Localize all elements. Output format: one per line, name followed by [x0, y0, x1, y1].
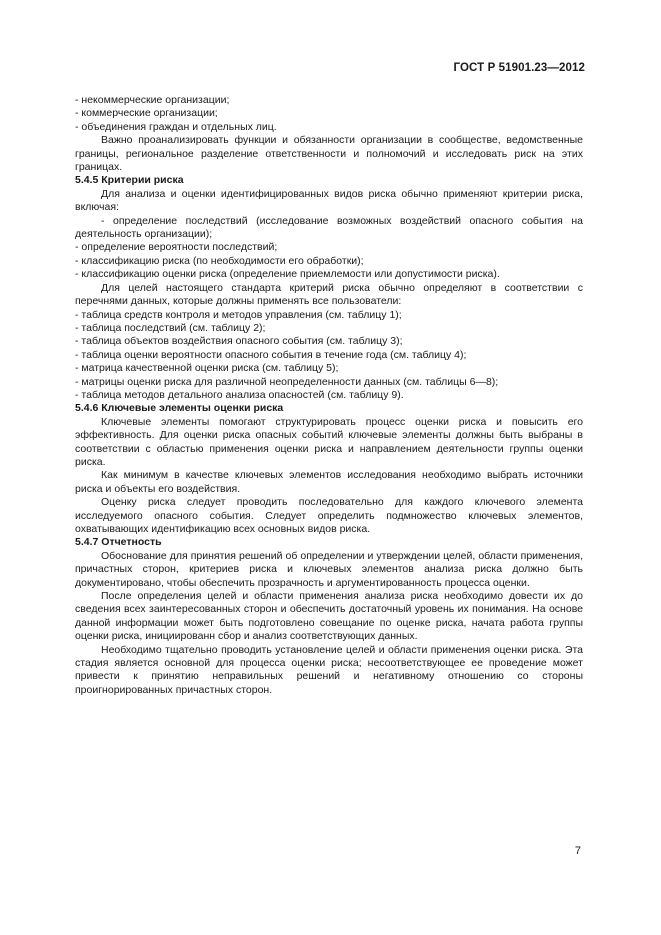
paragraph: Ключевые элементы помогают структурировать процесс оценки риска и повысить его эффективность. Для оценки риска опасных событий ключевые элементы должны быть выбраны в соответствии с областью применения оценки риска и направлением деятельности группы оценки риска.	[75, 415, 583, 468]
list-item: - таблица последствий (см. таблицу 2);	[75, 321, 266, 334]
page-number: 7	[574, 845, 581, 857]
section-heading-5-4-6: 5.4.6 Ключевые элементы оценки риска	[75, 402, 284, 415]
list-item: - классификацию риска (по необходимости его обработки);	[75, 254, 364, 267]
paragraph: Важно проанализировать функции и обязанности организации в сообществе, ведомственные границы, региональное разделение ответственности и полномочий и исследовать риск на этих границах.	[75, 134, 583, 174]
list-item: - коммерческие организации;	[75, 107, 218, 120]
list-item: - таблица методов детального анализа опасностей (см. таблицу 9).	[75, 388, 404, 401]
paragraph: Необходимо тщательно проводить установление целей и области применения оценки риска. Эта стадия является основной для процесса оценки риска; несоответствующее ее проведение может привести к принятию неправильных решений и негативному отношению со стороны проигнорированных причастных сторон.	[75, 643, 583, 696]
paragraph: Для анализа и оценки идентифицированных видов риска обычно применяют критерии риска, включая:	[75, 187, 583, 214]
list-item: - таблица средств контроля и методов управления (см. таблицу 1);	[75, 308, 402, 321]
list-item: - некоммерческие организации;	[75, 94, 230, 106]
document-header: ГОСТ Р 51901.23—2012	[453, 62, 585, 74]
list-item: - таблица объектов воздействия опасного события (см. таблицу 3);	[75, 335, 403, 348]
list-item: - матрица качественной оценки риска (см. таблицу 5);	[75, 362, 339, 375]
paragraph: Для целей настоящего стандарта критерий риска обычно определяют в соответствии с перечнями данных, которые должны применять все пользователи:	[75, 281, 583, 308]
list-item: - определение последствий (исследование возможных воздействий опасного события на деятельность организации);	[75, 214, 583, 241]
list-item: - объединения граждан и отдельных лиц.	[75, 120, 277, 133]
paragraph: Обоснование для принятия решений об определении и утверждении целей, области применения, причастных сторон, критериев риска и ключевых элементов анализа риска должно быть документировано, чтобы обеспечить прозрачность и аргументированность процесса оценки.	[75, 549, 583, 589]
section-heading-5-4-7: 5.4.7 Отчетность	[75, 536, 162, 549]
paragraph: Оценку риска следует проводить последовательно для каждого ключевого элемента исследуемого опасного события. Следует определить подмножество ключевых элементов, охватывающих идентификацию всех основных видов риска.	[75, 496, 583, 535]
list-item: - классификацию оценки риска (определение приемлемости или допустимости риска).	[75, 268, 500, 281]
list-item: - таблица оценки вероятности опасного события в течение года (см. таблицу 4);	[75, 348, 467, 361]
list-item: - определение вероятности последствий;	[75, 241, 278, 254]
paragraph: Как минимум в качестве ключевых элементов исследования необходимо выбрать источники риска и объекты его воздействия.	[75, 469, 583, 495]
document-body	[75, 94, 583, 697]
paragraph: После определения целей и области применения анализа риска необходимо довести их до сведения всех заинтересованных сторон и обеспечить достаточный уровень их понимания. На основе данной информации может быть подготовлено совещание по оценке риска, начата работа группы оценки риска, инициированн сбор и анализ соответствующих данных.	[75, 590, 583, 643]
list-item: - матрицы оценки риска для различной неопределенности данных (см. таблицы 6—8);	[75, 375, 499, 388]
section-heading-5-4-5: 5.4.5 Критерии риска	[75, 174, 184, 187]
